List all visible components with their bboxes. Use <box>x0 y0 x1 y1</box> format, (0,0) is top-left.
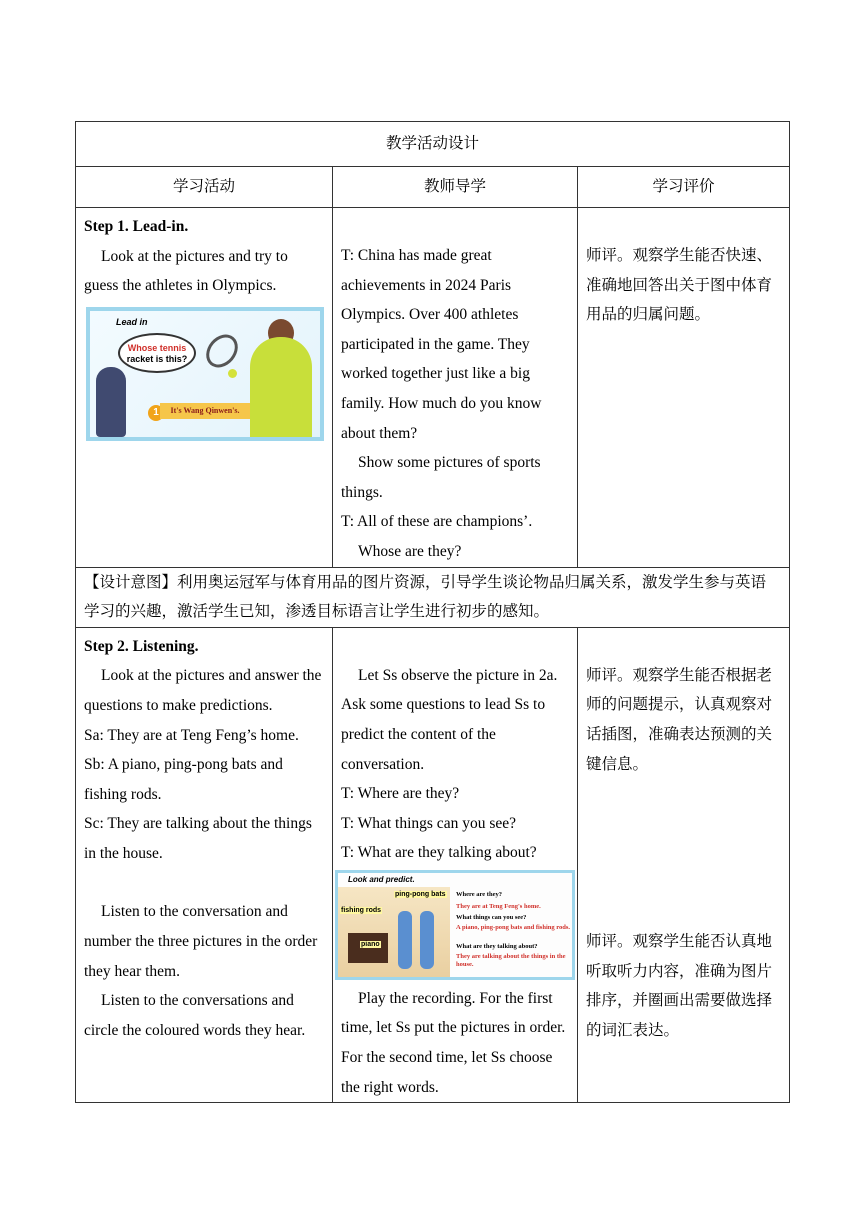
predict-a2: A piano, ping-pong bats and fishing rods. <box>456 923 571 931</box>
teacher-question-1: T: Where are they? <box>341 785 460 803</box>
cartoon-girl-figure <box>96 367 126 437</box>
step1-row <box>76 208 790 568</box>
step2-teacher-para1: Let Ss observe the picture in 2a. Ask some questions to lead Ss to predict the content of the conversation. <box>341 666 558 773</box>
design-intent-text: 【设计意图】利用奥运冠军与体育用品的图片资源，引导学生谈论物品归属关系，激发学生参与英语学习的兴趣，激活学生已知，渗透目标语言让学生进行初步的感知。 <box>76 567 790 627</box>
step1-teacher-cell <box>333 208 578 568</box>
lead-in-picture <box>86 307 324 441</box>
step2-activity-cell <box>76 627 333 1103</box>
step1-teacher-para1: T: China has made great achievements in 2024 Paris Olympics. Over 400 athletes participated in the game. They worked together just like a big family. How much do you know about them? <box>341 247 542 442</box>
predict-q2: What things can you see? <box>456 913 527 921</box>
teacher-question-2: T: What things can you see? <box>341 814 516 832</box>
predict-q1: Where are they? <box>456 890 502 898</box>
step2-teacher-cell <box>333 627 578 1103</box>
activity-design-table <box>75 121 790 1103</box>
teacher-question-3: T: What are they talking about? <box>341 844 537 862</box>
label-piano: piano <box>361 940 380 948</box>
step1-evaluation-text: 师评。观察学生能否快速、准确地回答出关于图中体育用品的归属问题。 <box>586 247 773 324</box>
tennis-racket-icon <box>200 328 245 374</box>
label-fishing: fishing rods <box>341 906 382 914</box>
step1-activity-cell <box>76 208 333 568</box>
step2-teacher-para2: Play the recording. For the first time, let Ss put the pictures in order. For the second time, let Ss choose the right words. <box>341 989 566 1096</box>
predict-picture <box>335 870 575 980</box>
step1-teacher-para2: Show some pictures of sports things. <box>341 454 541 501</box>
step2-activity1: Look at the pictures and answer the questions to make predictions. <box>84 667 322 714</box>
step2-activity2: Listen to the conversation and number the three pictures in the order they hear them. <box>84 903 318 980</box>
step2-row <box>76 627 790 1103</box>
step2-title: Step 2. Listening. <box>84 637 199 655</box>
step2-evaluation2: 师评。观察学生能否认真地听取听力内容，准确为图片排序，并圈画出需要做选择的词汇表达。 <box>586 933 773 1039</box>
room-scene <box>338 887 450 979</box>
predict-a3: They are talking about the things in the house. <box>456 952 566 968</box>
step1-teacher-para4: Whose are they? <box>358 542 462 560</box>
boy-figure-2 <box>420 911 434 969</box>
boy-figure-1 <box>398 911 412 969</box>
table-title: 教学活动设计 <box>76 122 790 167</box>
step2-evaluation1: 师评。观察学生能否根据老师的问题提示，认真观察对话插图，准确表达预测的关键信息。 <box>586 666 773 773</box>
answer-banner: It's Wang Qinwen's. <box>160 403 250 419</box>
step1-evaluation-cell <box>578 208 790 568</box>
step1-activity-text: Look at the pictures and try to guess the athletes in Olympics. <box>84 247 288 295</box>
design-intent-row <box>76 567 790 627</box>
predict-q3: What are they talking about? <box>456 942 538 950</box>
number-badge: 1 <box>148 405 164 421</box>
piano-shape <box>348 933 388 963</box>
step1-teacher-para3: T: All of these are champions’. <box>341 513 533 531</box>
predict-header: Look and predict. <box>348 874 415 884</box>
speech-bubble: Whose tennis racket is this? <box>118 333 196 373</box>
header-learning-activity: 学习活动 <box>76 167 333 208</box>
predict-a1: They are at Teng Feng's home. <box>456 902 541 910</box>
header-evaluation: 学习评价 <box>578 167 790 208</box>
answer-sb: Sb: A piano, ping-pong bats and fishing rods. <box>84 756 283 803</box>
answer-sc: Sc: They are talking about the things in the house. <box>84 815 312 862</box>
answer-sa: Sa: They are at Teng Feng’s home. <box>84 726 299 744</box>
tennis-ball-icon <box>228 369 237 378</box>
step1-title: Step 1. Lead-in. <box>84 218 189 235</box>
athlete-figure <box>250 337 312 441</box>
label-pingpong: ping-pong bats <box>395 890 446 898</box>
header-teacher-guidance: 教师导学 <box>333 167 578 208</box>
step2-activity3: Listen to the conversations and circle the coloured words they hear. <box>84 992 306 1039</box>
step2-evaluation-cell <box>578 627 790 1103</box>
lead-in-label: Lead in <box>116 316 148 327</box>
